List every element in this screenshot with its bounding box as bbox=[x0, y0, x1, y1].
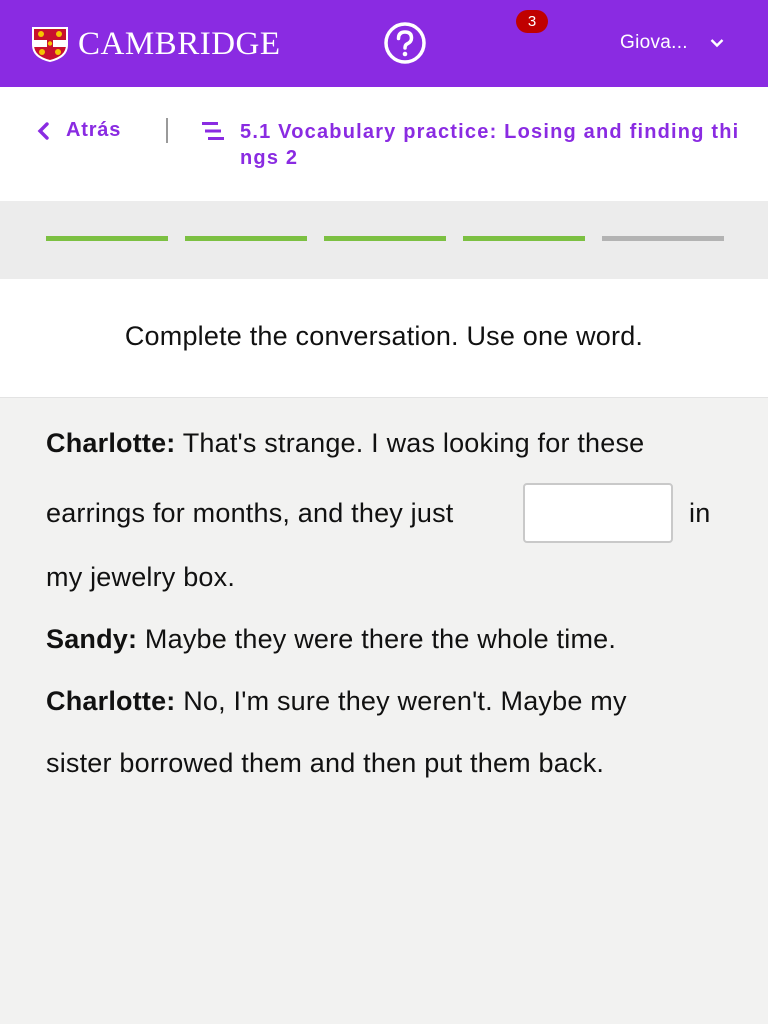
back-label: Atrás bbox=[66, 119, 122, 141]
dialog-line bbox=[46, 428, 644, 459]
top-bar bbox=[0, 0, 768, 87]
nav-divider bbox=[166, 118, 168, 143]
speaker-name: Charlotte: bbox=[46, 686, 176, 716]
dialog-text: my jewelry box. bbox=[46, 562, 236, 592]
lesson-title[interactable]: 5.1 Vocabulary practice: Losing and finding things 2 bbox=[240, 121, 740, 169]
user-name: Giova... bbox=[620, 32, 688, 53]
notification-badge[interactable]: 3 bbox=[516, 10, 548, 33]
progress-step bbox=[185, 236, 307, 241]
university-crest-icon bbox=[30, 25, 70, 63]
dialog-line bbox=[46, 624, 616, 655]
dialog-text: sister borrowed them and then put them back. bbox=[46, 748, 605, 778]
dialog-line bbox=[46, 686, 627, 717]
progress-step bbox=[463, 236, 585, 241]
exercise-instruction: Complete the conversation. Use one word. bbox=[124, 321, 644, 351]
dialog-text: earrings for months, and they just bbox=[46, 498, 454, 528]
answer-field[interactable] bbox=[523, 483, 673, 543]
speaker-name: Sandy: bbox=[46, 624, 138, 654]
dialog-line bbox=[46, 748, 604, 779]
brand-logo[interactable] bbox=[30, 24, 281, 64]
progress-step bbox=[46, 236, 168, 241]
dialog-line bbox=[46, 498, 454, 529]
dialog-line bbox=[46, 562, 235, 593]
dialog-text: in bbox=[689, 498, 711, 528]
user-menu[interactable] bbox=[620, 30, 724, 56]
dialog-line bbox=[689, 498, 710, 529]
speaker-name: Charlotte: bbox=[46, 428, 176, 458]
menu-list-icon[interactable] bbox=[202, 121, 224, 141]
help-icon[interactable] bbox=[383, 21, 427, 65]
chevron-down-icon bbox=[710, 38, 724, 48]
dialog-text: That's strange. I was looking for these bbox=[182, 428, 645, 458]
progress-step bbox=[324, 236, 446, 241]
chevron-left-icon bbox=[36, 122, 50, 140]
brand-name: CAMBRIDGE bbox=[78, 25, 281, 62]
back-button[interactable] bbox=[36, 119, 121, 142]
progress-step bbox=[602, 236, 724, 241]
dialog-text: No, I'm sure they weren't. Maybe my bbox=[183, 686, 627, 716]
dialog-text: Maybe they were there the whole time. bbox=[144, 624, 617, 654]
